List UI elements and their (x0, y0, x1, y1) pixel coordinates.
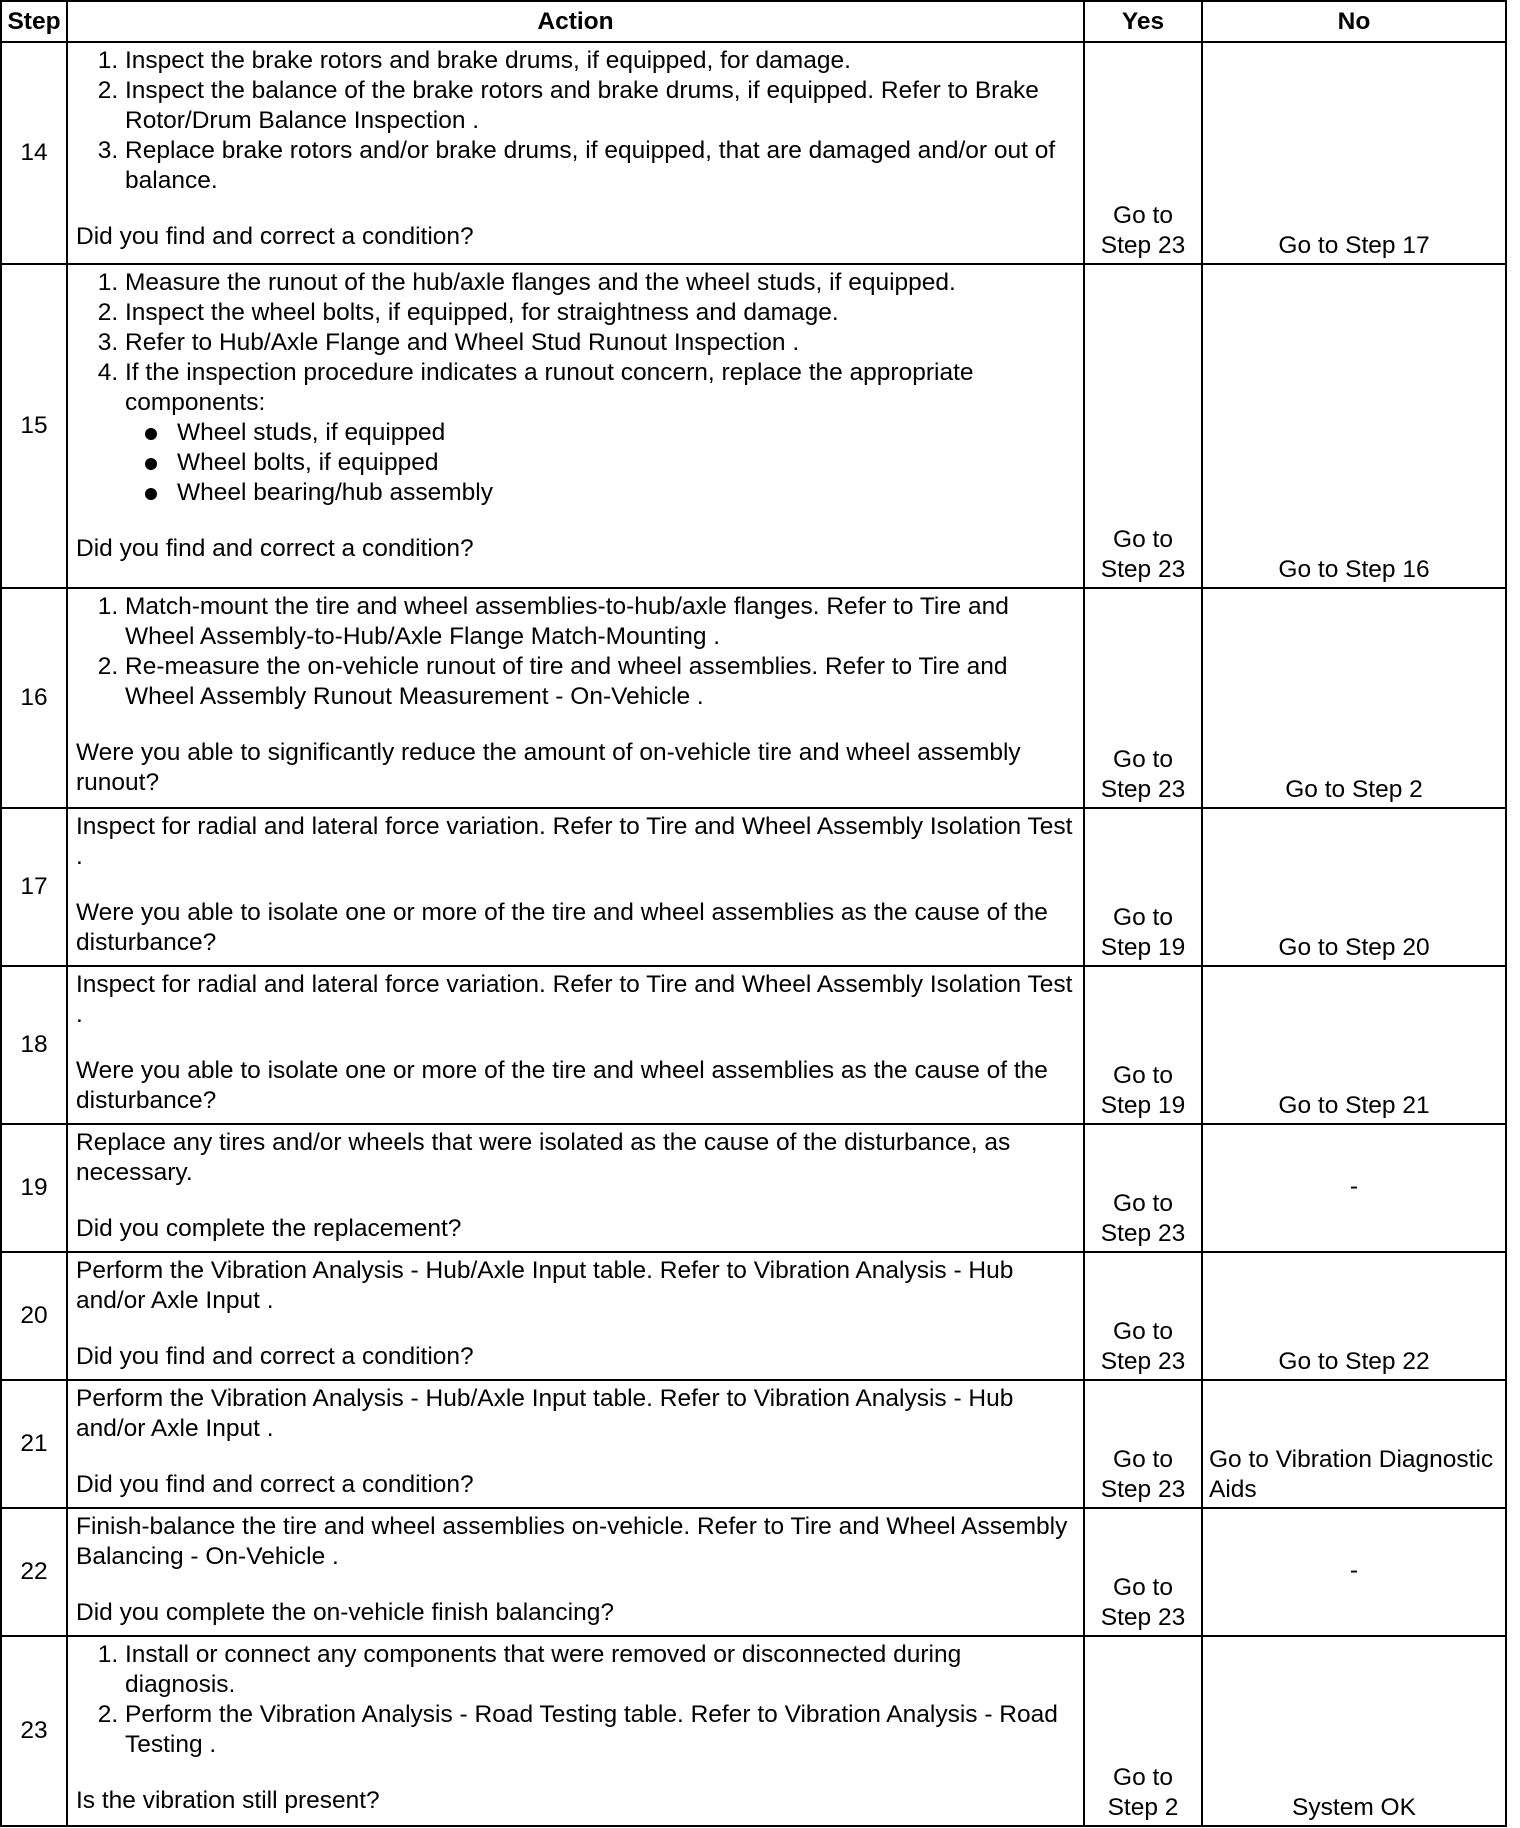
action-list (76, 268, 1075, 508)
step-number: 18 (1, 966, 67, 1124)
step-number: 14 (1, 42, 67, 264)
action-cell (67, 1252, 1084, 1380)
list-item: 1. Install or connect any components that were removed or disconnected during diagnosis. (125, 1640, 1075, 1700)
no-result: Go to Step 2 (1202, 588, 1506, 808)
no-result: Go to Step 17 (1202, 42, 1506, 264)
bullet-item: Wheel bearing/hub assembly (177, 478, 1075, 508)
list-item (125, 358, 1075, 508)
bullet-item: Wheel bolts, if equipped (177, 448, 1075, 478)
question-text: Did you find and correct a condition? (76, 535, 474, 562)
action-text: Perform the Vibration Analysis - Hub/Axle Input table. Refer to Vibration Analysis - Hub and/or Axle Input . (76, 1257, 1014, 1314)
list-item: 2. Perform the Vibration Analysis - Road Testing table. Refer to Vibration Analysis - Road Testing . (125, 1700, 1075, 1760)
table-row (1, 1252, 1506, 1380)
table-row (1, 966, 1506, 1124)
step-number: 15 (1, 264, 67, 588)
question-text: Were you able to isolate one or more of the tire and wheel assemblies as the cause of the disturbance? (76, 1057, 1048, 1114)
question-text: Did you complete the on-vehicle finish balancing? (76, 1599, 614, 1626)
no-result: - (1202, 1124, 1506, 1252)
action-text: Replace any tires and/or wheels that were isolated as the cause of the disturbance, as necessary. (76, 1129, 1011, 1186)
table-row (1, 808, 1506, 966)
header-step: Step (1, 1, 67, 42)
header-action: Action (67, 1, 1084, 42)
header-yes: Yes (1084, 1, 1202, 42)
yes-result: Go to Step 23 (1084, 264, 1202, 588)
list-item-text: If the inspection procedure indicates a runout concern, replace the appropriate components: (125, 359, 974, 416)
question-text: Were you able to significantly reduce the amount of on-vehicle tire and wheel assembly runout? (76, 739, 1021, 796)
step-number: 19 (1, 1124, 67, 1252)
action-cell (67, 808, 1084, 966)
action-list (76, 592, 1075, 712)
no-result: - (1202, 1508, 1506, 1636)
component-bullet-list (125, 418, 1075, 508)
question-text: Did you complete the replacement? (76, 1215, 462, 1242)
question-text: Is the vibration still present? (76, 1787, 380, 1814)
no-result: System OK (1202, 1636, 1506, 1826)
yes-result: Go to Step 23 (1084, 588, 1202, 808)
action-cell (67, 1380, 1084, 1508)
question-text: Did you find and correct a condition? (76, 1471, 474, 1498)
yes-result: Go to Step 23 (1084, 1508, 1202, 1636)
step-number: 17 (1, 808, 67, 966)
action-text: Inspect for radial and lateral force variation. Refer to Tire and Wheel Assembly Isolation Test . (76, 971, 1073, 1028)
action-text: Finish-balance the tire and wheel assemblies on-vehicle. Refer to Tire and Wheel Assembly Balancing - On-Vehicle . (76, 1513, 1068, 1570)
action-list (76, 46, 1075, 196)
table-row (1, 1636, 1506, 1826)
list-item: 2. Re-measure the on-vehicle runout of tire and wheel assemblies. Refer to Tire and Wheel Assembly Runout Measurement - On-Vehicle . (125, 652, 1075, 712)
step-number: 22 (1, 1508, 67, 1636)
table-row (1, 42, 1506, 264)
step-number: 16 (1, 588, 67, 808)
table-row (1, 1508, 1506, 1636)
yes-result: Go to Step 23 (1084, 42, 1202, 264)
action-cell (67, 42, 1084, 264)
list-item: 1. Inspect the brake rotors and brake drums, if equipped, for damage. (125, 46, 1075, 76)
yes-result: Go to Step 23 (1084, 1380, 1202, 1508)
yes-result: Go to Step 2 (1084, 1636, 1202, 1826)
no-result: Go to Step 16 (1202, 264, 1506, 588)
question-text: Were you able to isolate one or more of the tire and wheel assemblies as the cause of the disturbance? (76, 899, 1048, 956)
question-text: Did you find and correct a condition? (76, 1343, 474, 1370)
no-result: Go to Step 21 (1202, 966, 1506, 1124)
list-item: 1. Measure the runout of the hub/axle flanges and the wheel studs, if equipped. (125, 268, 1075, 298)
question-text: Did you find and correct a condition? (76, 223, 474, 250)
header-no: No (1202, 1, 1506, 42)
no-result: Go to Vibration Diagnostic Aids (1202, 1380, 1506, 1508)
action-list (76, 1640, 1075, 1760)
action-cell (67, 1124, 1084, 1252)
action-cell (67, 966, 1084, 1124)
table-row (1, 1124, 1506, 1252)
no-result: Go to Step 20 (1202, 808, 1506, 966)
step-number: 23 (1, 1636, 67, 1826)
action-cell (67, 264, 1084, 588)
table-row (1, 588, 1506, 808)
list-item: 2. Inspect the balance of the brake rotors and brake drums, if equipped. Refer to Brake Rotor/Drum Balance Inspection . (125, 76, 1075, 136)
table-row (1, 1380, 1506, 1508)
yes-result: Go to Step 23 (1084, 1124, 1202, 1252)
header-row (1, 1, 1506, 42)
list-item: 2. Inspect the wheel bolts, if equipped, for straightness and damage. (125, 298, 1075, 328)
yes-result: Go to Step 23 (1084, 1252, 1202, 1380)
list-item: 1. Match-mount the tire and wheel assemblies-to-hub/axle flanges. Refer to Tire and Wheel Assembly-to-Hub/Axle Flange Match-Mounting . (125, 592, 1075, 652)
step-number: 21 (1, 1380, 67, 1508)
yes-result: Go to Step 19 (1084, 808, 1202, 966)
action-cell (67, 1508, 1084, 1636)
bullet-item: Wheel studs, if equipped (177, 418, 1075, 448)
action-cell (67, 588, 1084, 808)
action-text: Perform the Vibration Analysis - Hub/Axle Input table. Refer to Vibration Analysis - Hub and/or Axle Input . (76, 1385, 1014, 1442)
table-row (1, 264, 1506, 588)
list-item: 3. Replace brake rotors and/or brake drums, if equipped, that are damaged and/or out of balance. (125, 136, 1075, 196)
action-text: Inspect for radial and lateral force variation. Refer to Tire and Wheel Assembly Isolation Test . (76, 813, 1073, 870)
list-item: 3. Refer to Hub/Axle Flange and Wheel Stud Runout Inspection . (125, 328, 1075, 358)
no-result: Go to Step 22 (1202, 1252, 1506, 1380)
action-cell (67, 1636, 1084, 1826)
step-number: 20 (1, 1252, 67, 1380)
yes-result: Go to Step 19 (1084, 966, 1202, 1124)
